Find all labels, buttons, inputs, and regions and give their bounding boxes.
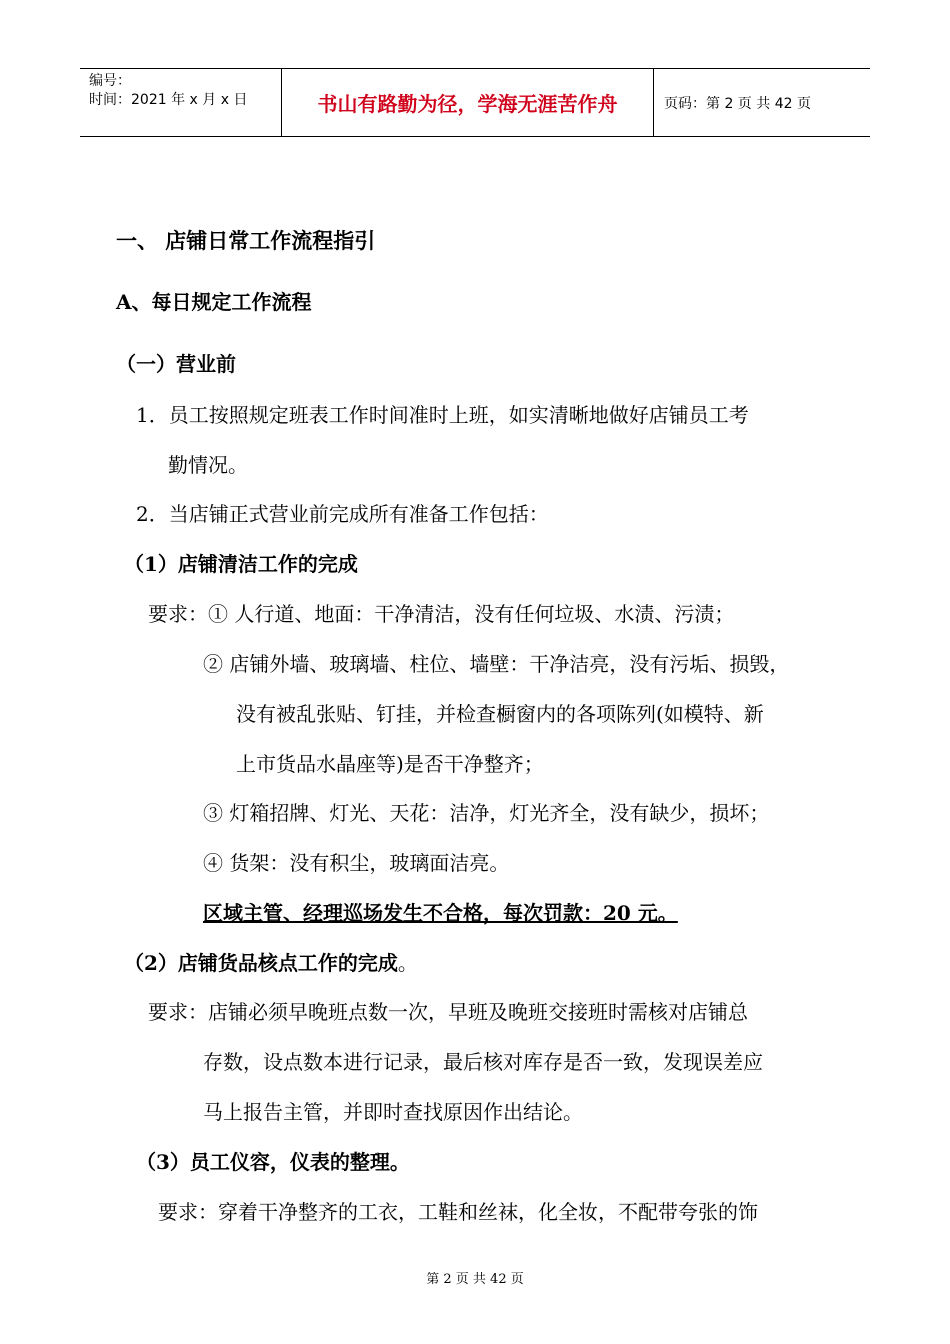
header-page-info: 页码：第 2 页 共 42 页 (664, 95, 811, 112)
sub-2-requirement-line-3: 马上报告主管，并即时查找原因作出结论。 (203, 1100, 583, 1124)
part-title-before-opening: （一）营业前 (116, 352, 236, 376)
header-meta (80, 69, 282, 136)
subsection-title: A、每日规定工作流程 (116, 290, 312, 314)
section-title: 一、 店铺日常工作流程指引 (116, 228, 376, 253)
sub-2-title-end: 。 (397, 951, 418, 975)
header-time-label: 时间：2021 年 x 月 x 日 (89, 92, 248, 108)
sub-2-requirement-line-2: 存数，设点数本进行记录，最后核对库存是否一致，发现误差应 (203, 1050, 763, 1074)
sub-3-requirement-line-1: 要求：穿着干净整齐的工衣，工鞋和丝袜，化全妆，不配带夸张的饰 (158, 1200, 758, 1224)
sub-2-title: （2）店铺货品核点工作的完成 (124, 951, 398, 975)
sub-2-requirement-line-1: 要求：店铺必须早晚班点数一次，早班及晚班交接班时需核对店铺总 (148, 1000, 748, 1024)
item-1-line-1: 1．员工按照规定班表工作时间准时上班，如实清晰地做好店铺员工考 (136, 403, 749, 427)
header-number-label: 编号： (89, 73, 131, 89)
page-header (80, 68, 870, 137)
sub-1-requirement-4: ④ 货架：没有积尘，玻璃面洁亮。 (203, 851, 510, 875)
header-motto: 书山有路勤为径，学海无涯苦作舟 (282, 69, 654, 136)
sub-1-requirement-2-line-3: 上市货品水晶座等)是否干净整齐； (236, 752, 544, 776)
item-2: 2．当店铺正式营业前完成所有准备工作包括： (136, 502, 549, 526)
sub-1-requirement-3: ③ 灯箱招牌、灯光、天花：洁净，灯光齐全，没有缺少，损坏； (203, 801, 770, 825)
sub-1-requirement-1: 要求：① 人行道、地面：干净清洁，没有任何垃圾、水渍、污渍； (148, 602, 735, 626)
item-1-line-2: 勤情况。 (168, 453, 248, 477)
sub-1-penalty-note: 区域主管、经理巡场发生不合格，每次罚款：20 元。 (203, 901, 678, 925)
page-footer: 第 2 页 共 42 页 (426, 1272, 524, 1287)
sub-3-title: （3）员工仪容，仪表的整理。 (136, 1150, 410, 1174)
sub-1-requirement-2-line-1: ② 店铺外墙、玻璃墙、柱位、墙壁：干净洁亮，没有污垢、损毁， (203, 652, 790, 676)
sub-1-title: （1）店铺清洁工作的完成 (124, 552, 358, 576)
sub-2-title-line (124, 951, 418, 975)
sub-1-requirement-2-line-2: 没有被乱张贴、钉挂，并检查橱窗内的各项陈列(如模特、新 (236, 702, 764, 726)
